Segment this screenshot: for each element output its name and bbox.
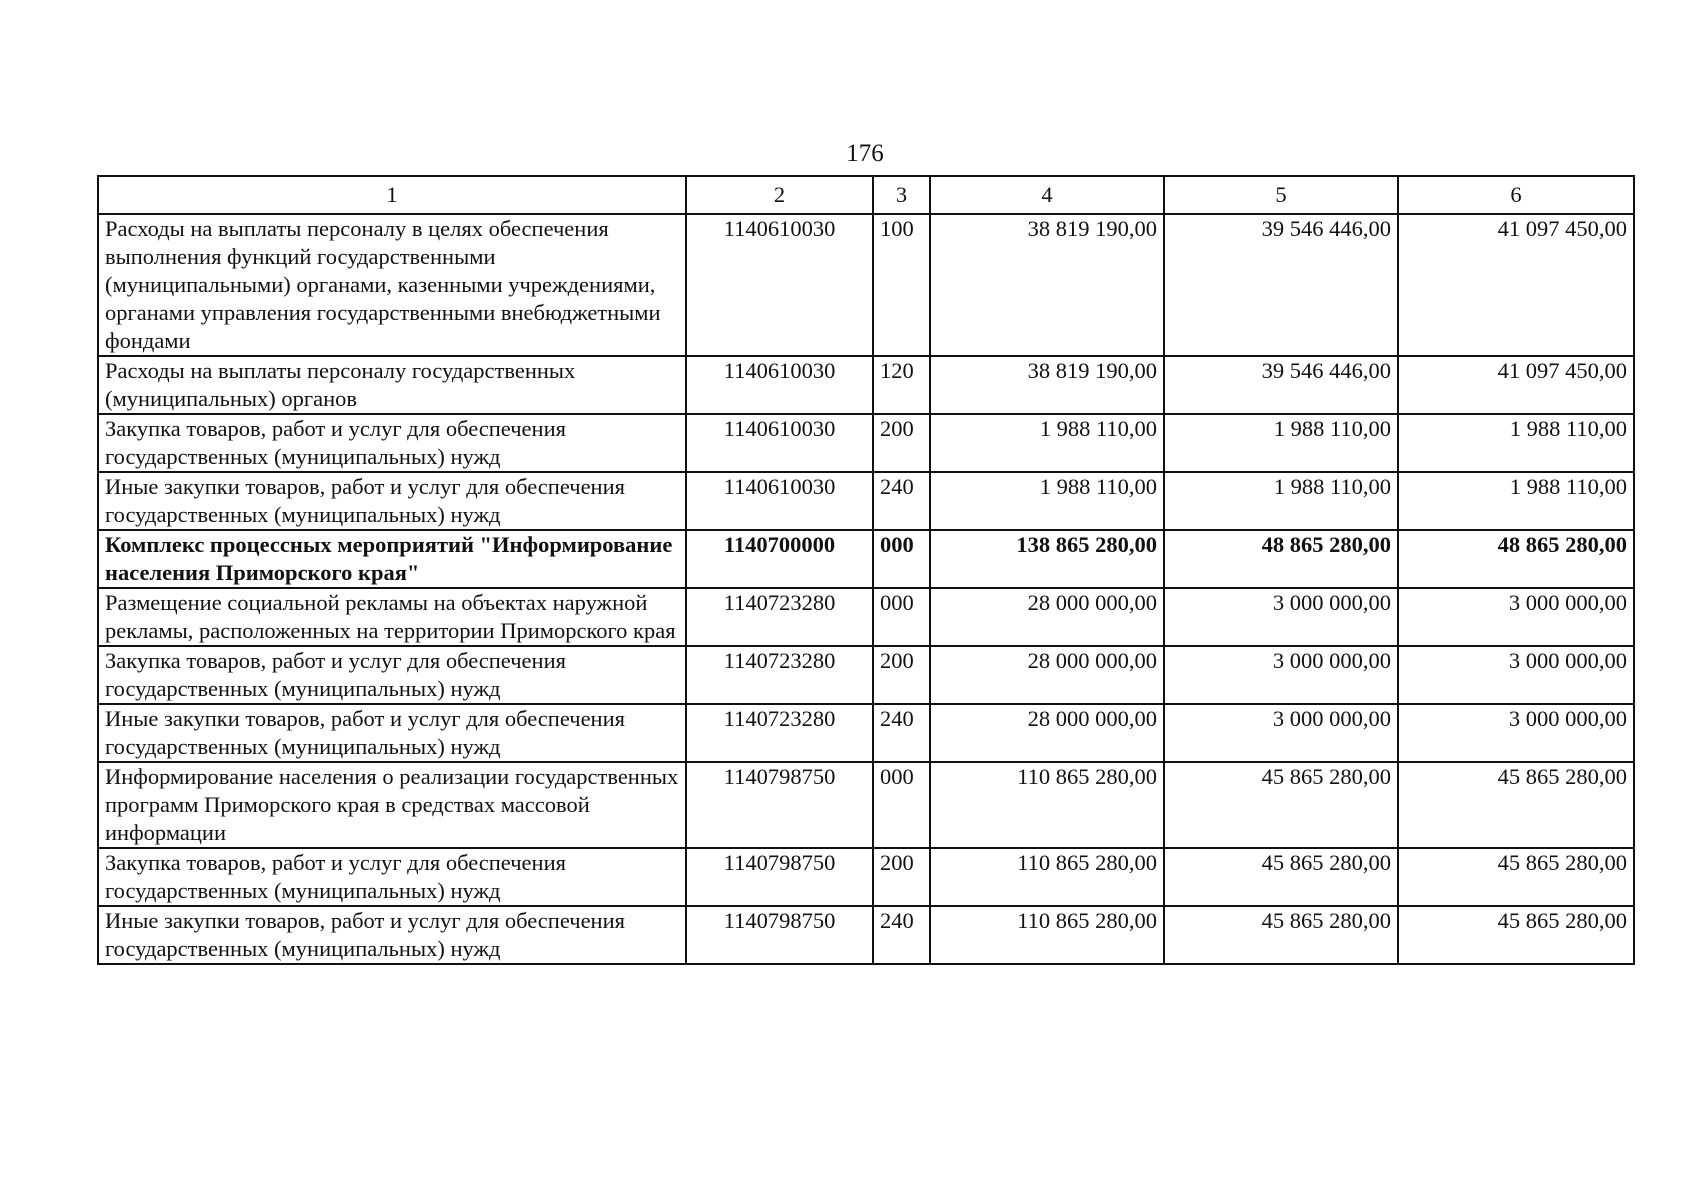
row-code-cell: 1140700000 [686,530,873,588]
row-value-col4-cell: 138 865 280,00 [930,530,1164,588]
table-body [98,214,1634,964]
row-expense-type-cell: 100 [873,214,930,356]
row-code-cell: 1140798750 [686,762,873,848]
row-code-cell: 1140610030 [686,472,873,530]
row-value-col6-cell: 41 097 450,00 [1398,356,1634,414]
row-value-col6-cell: 1 988 110,00 [1398,414,1634,472]
row-code-cell: 1140723280 [686,588,873,646]
row-value-col4-cell: 1 988 110,00 [930,414,1164,472]
table-row [98,530,1634,588]
column-header-5: 5 [1164,176,1398,214]
row-value-col4-cell: 1 988 110,00 [930,472,1164,530]
row-name-cell: Закупка товаров, работ и услуг для обеспечения государственных (муниципальных) нужд [98,848,686,906]
row-value-col4-cell: 28 000 000,00 [930,646,1164,704]
row-name-cell: Закупка товаров, работ и услуг для обеспечения государственных (муниципальных) нужд [98,414,686,472]
row-expense-type-cell: 240 [873,704,930,762]
table-row [98,356,1634,414]
row-name-cell: Размещение социальной рекламы на объектах наружной рекламы, расположенных на территории Приморского края [98,588,686,646]
row-code-cell: 1140610030 [686,414,873,472]
table-row [98,646,1634,704]
header-row [98,176,1634,214]
row-value-col5-cell: 3 000 000,00 [1164,588,1398,646]
row-name-cell: Расходы на выплаты персоналу в целях обеспечения выполнения функций государственными (муниципальными) органами, казенными учреждениями, органами управления государственными внебюджетными фондами [98,214,686,356]
row-expense-type-cell: 200 [873,414,930,472]
row-value-col5-cell: 3 000 000,00 [1164,704,1398,762]
row-expense-type-cell: 120 [873,356,930,414]
row-expense-type-cell: 200 [873,646,930,704]
table-row [98,906,1634,964]
row-value-col4-cell: 28 000 000,00 [930,588,1164,646]
row-value-col5-cell: 39 546 446,00 [1164,356,1398,414]
row-expense-type-cell: 000 [873,530,930,588]
table-row [98,848,1634,906]
column-header-1: 1 [98,176,686,214]
row-value-col6-cell: 3 000 000,00 [1398,704,1634,762]
row-code-cell: 1140798750 [686,848,873,906]
row-expense-type-cell: 200 [873,848,930,906]
row-name-cell: Комплекс процессных мероприятий "Информирование населения Приморского края" [98,530,686,588]
row-value-col6-cell: 3 000 000,00 [1398,646,1634,704]
table-row [98,588,1634,646]
row-value-col4-cell: 28 000 000,00 [930,704,1164,762]
table-row [98,414,1634,472]
budget-table [97,175,1635,965]
row-expense-type-cell: 000 [873,762,930,848]
row-value-col6-cell: 45 865 280,00 [1398,906,1634,964]
row-value-col5-cell: 1 988 110,00 [1164,414,1398,472]
row-value-col5-cell: 48 865 280,00 [1164,530,1398,588]
row-name-cell: Расходы на выплаты персоналу государственных (муниципальных) органов [98,356,686,414]
row-value-col4-cell: 38 819 190,00 [930,356,1164,414]
column-header-3: 3 [873,176,930,214]
row-value-col4-cell: 110 865 280,00 [930,762,1164,848]
row-value-col4-cell: 110 865 280,00 [930,906,1164,964]
column-header-6: 6 [1398,176,1634,214]
row-value-col5-cell: 39 546 446,00 [1164,214,1398,356]
row-value-col6-cell: 41 097 450,00 [1398,214,1634,356]
row-value-col6-cell: 48 865 280,00 [1398,530,1634,588]
row-expense-type-cell: 000 [873,588,930,646]
row-value-col5-cell: 45 865 280,00 [1164,848,1398,906]
row-value-col5-cell: 3 000 000,00 [1164,646,1398,704]
page-number: 176 [846,140,884,167]
row-value-col5-cell: 45 865 280,00 [1164,762,1398,848]
row-value-col6-cell: 1 988 110,00 [1398,472,1634,530]
table-row [98,472,1634,530]
row-value-col4-cell: 110 865 280,00 [930,848,1164,906]
row-value-col4-cell: 38 819 190,00 [930,214,1164,356]
row-expense-type-cell: 240 [873,472,930,530]
row-code-cell: 1140723280 [686,646,873,704]
row-name-cell: Закупка товаров, работ и услуг для обеспечения государственных (муниципальных) нужд [98,646,686,704]
row-name-cell: Иные закупки товаров, работ и услуг для обеспечения государственных (муниципальных) нужд [98,472,686,530]
row-name-cell: Иные закупки товаров, работ и услуг для обеспечения государственных (муниципальных) нужд [98,704,686,762]
row-code-cell: 1140610030 [686,356,873,414]
row-name-cell: Информирование населения о реализации государственных программ Приморского края в средствах массовой информации [98,762,686,848]
row-expense-type-cell: 240 [873,906,930,964]
column-header-2: 2 [686,176,873,214]
table-row [98,704,1634,762]
table-header [98,176,1634,214]
row-value-col6-cell: 45 865 280,00 [1398,762,1634,848]
row-value-col5-cell: 1 988 110,00 [1164,472,1398,530]
row-value-col6-cell: 3 000 000,00 [1398,588,1634,646]
row-code-cell: 1140610030 [686,214,873,356]
row-code-cell: 1140723280 [686,704,873,762]
row-code-cell: 1140798750 [686,906,873,964]
column-header-4: 4 [930,176,1164,214]
row-name-cell: Иные закупки товаров, работ и услуг для обеспечения государственных (муниципальных) нужд [98,906,686,964]
table-row [98,214,1634,356]
table-row [98,762,1634,848]
row-value-col5-cell: 45 865 280,00 [1164,906,1398,964]
row-value-col6-cell: 45 865 280,00 [1398,848,1634,906]
